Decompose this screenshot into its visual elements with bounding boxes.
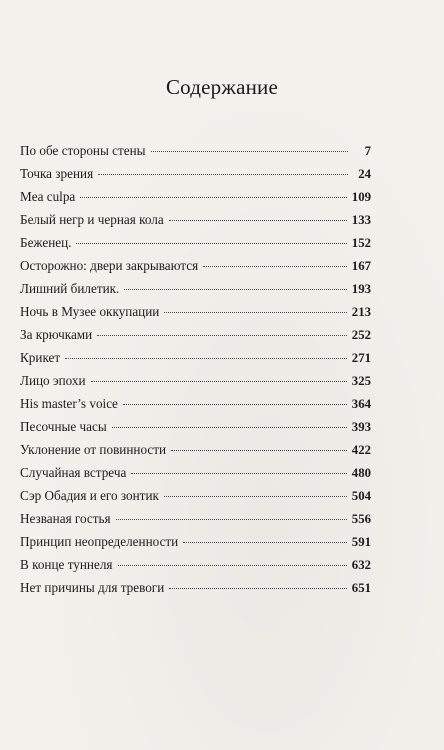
dot-leader <box>112 415 347 428</box>
dot-leader <box>151 139 348 152</box>
toc-entry-title: Крикет <box>20 350 61 365</box>
toc-entry-title: В конце туннеля <box>20 557 113 572</box>
toc-entry <box>20 139 371 162</box>
table-of-contents <box>20 139 371 599</box>
dot-leader <box>118 553 347 566</box>
dot-leader <box>203 254 347 267</box>
toc-entry <box>20 415 371 438</box>
toc-entry <box>20 507 371 530</box>
toc-entry-page: 213 <box>351 305 371 319</box>
dot-leader <box>123 392 347 405</box>
toc-entry-title: Принцип неопределенности <box>20 534 179 549</box>
toc-entry <box>20 162 371 185</box>
dot-leader <box>124 277 346 290</box>
dot-leader <box>98 162 348 175</box>
toc-entry <box>20 254 371 277</box>
toc-entry <box>20 484 371 507</box>
dot-leader <box>164 484 347 497</box>
toc-entry <box>20 185 371 208</box>
toc-entry-page: 325 <box>351 374 371 388</box>
toc-entry-title: Нет причины для тревоги <box>20 580 165 595</box>
toc-entry <box>20 208 371 231</box>
toc-entry-title: Mea culpa <box>20 189 76 204</box>
toc-entry <box>20 231 371 254</box>
toc-entry-title: Незваная гостья <box>20 511 111 526</box>
toc-entry-title: Белый негр и черная кола <box>20 212 164 227</box>
dot-leader <box>169 208 347 221</box>
toc-entry-page: 152 <box>351 236 371 250</box>
toc-entry-page: 271 <box>351 351 371 365</box>
toc-entry-page: 480 <box>351 466 371 480</box>
dot-leader <box>76 231 346 244</box>
toc-entry-title: Сэр Обадия и его зонтик <box>20 488 159 503</box>
toc-entry <box>20 461 371 484</box>
dot-leader <box>80 185 347 198</box>
toc-entry <box>20 530 371 553</box>
toc-entry-page: 632 <box>351 558 371 572</box>
toc-entry-page: 556 <box>351 512 371 526</box>
dot-leader <box>91 369 347 382</box>
toc-entry-page: 109 <box>351 190 371 204</box>
toc-entry-title: Лишний билетик. <box>20 281 120 296</box>
toc-entry-title: По обе стороны стены <box>20 143 146 158</box>
toc-entry-page: 422 <box>351 443 371 457</box>
dot-leader <box>131 461 346 474</box>
toc-entry-page: 393 <box>351 420 371 434</box>
dot-leader <box>65 346 347 359</box>
toc-entry-page: 24 <box>358 167 371 181</box>
toc-entry <box>20 392 371 415</box>
toc-entry-title: За крючками <box>20 327 93 342</box>
dot-leader <box>171 438 347 451</box>
toc-entry <box>20 300 371 323</box>
toc-entry <box>20 369 371 392</box>
toc-entry-page: 167 <box>351 259 371 273</box>
toc-entry <box>20 346 371 369</box>
toc-entry <box>20 277 371 300</box>
toc-entry <box>20 438 371 461</box>
toc-entry-page: 591 <box>351 535 371 549</box>
toc-entry-title: Точка зрения <box>20 166 94 181</box>
toc-entry-page: 651 <box>351 581 371 595</box>
toc-entry-page: 7 <box>364 144 371 158</box>
toc-entry-page: 252 <box>351 328 371 342</box>
toc-entry-page: 193 <box>351 282 371 296</box>
dot-leader <box>116 507 347 520</box>
toc-entry-page: 133 <box>351 213 371 227</box>
toc-entry-title: Случайная встреча <box>20 465 127 480</box>
toc-entry <box>20 553 371 576</box>
toc-entry <box>20 576 371 599</box>
dot-leader <box>183 530 347 543</box>
toc-entry-title: Ночь в Музее оккупации <box>20 304 160 319</box>
toc-entry-page: 364 <box>351 397 371 411</box>
toc-entry-title: His master’s voice <box>20 396 118 411</box>
dot-leader <box>169 576 347 589</box>
dot-leader <box>97 323 347 336</box>
toc-entry-page: 504 <box>351 489 371 503</box>
dot-leader <box>164 300 346 313</box>
page-title: Содержание <box>165 75 279 99</box>
toc-entry <box>20 323 371 346</box>
toc-entry-title: Беженец. <box>20 235 72 250</box>
toc-entry-title: Уклонение от повинности <box>20 442 167 457</box>
toc-entry-title: Осторожно: двери закрываются <box>20 258 199 273</box>
toc-entry-title: Песочные часы <box>20 419 107 434</box>
toc-entry-title: Лицо эпохи <box>20 373 86 388</box>
